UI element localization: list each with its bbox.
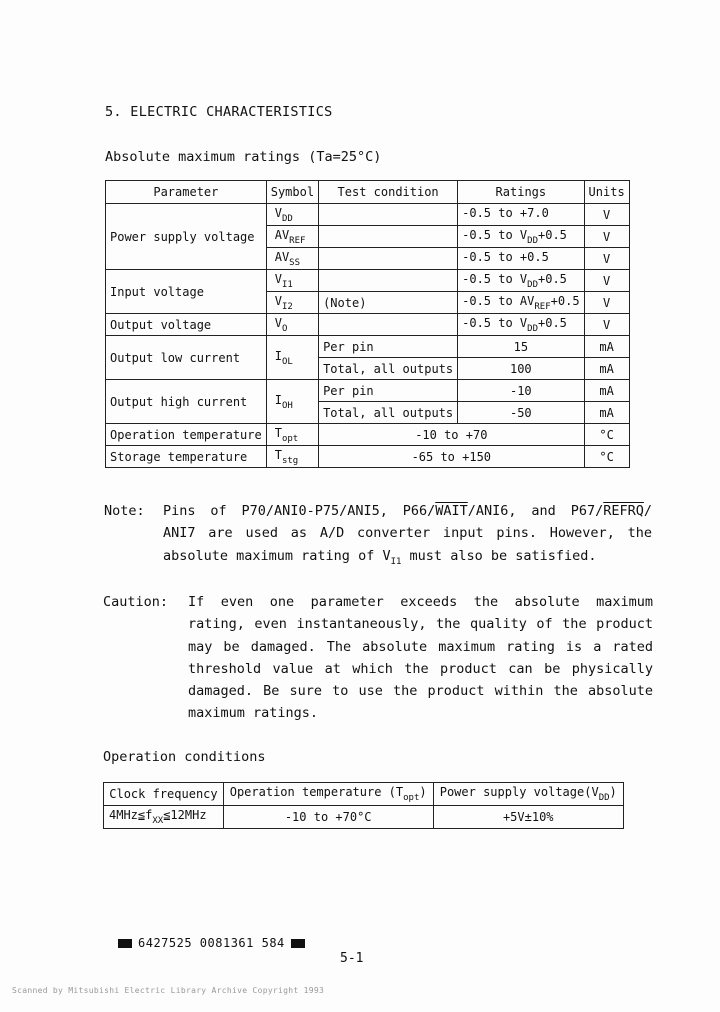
header-ratings: Ratings xyxy=(458,181,584,204)
table-row xyxy=(106,204,630,226)
unit: V xyxy=(584,204,629,226)
unit: V xyxy=(584,226,629,248)
symbol: $T_{opt}$ xyxy=(266,424,318,446)
symbol: $T_{stg}$ xyxy=(266,446,318,468)
param-output-low-current: Output low current xyxy=(106,336,267,380)
symbol: $I_{OH}$ xyxy=(266,380,318,424)
caution-text: If even one parameter exceeds the absolute maximum rating, even instantaneously, the quality of the product may be damaged. The absolute maximum rating is a rated threshold value at which the product can be physically damaged. Be sure to use the product within the absolute maximum ratings. xyxy=(188,594,653,722)
unit: mA xyxy=(584,402,629,424)
table-header-row xyxy=(104,783,624,806)
note-label: Note: xyxy=(104,503,145,519)
rating: -0.5 to $V_{DD}+0.5$ xyxy=(458,270,584,292)
rating: -0.5 to $AV_{REF}+0.5$ xyxy=(458,292,584,314)
unit: mA xyxy=(584,358,629,380)
table-row xyxy=(106,380,630,402)
rating: -65 to +150 xyxy=(319,446,584,468)
symbol: $V_{I1}$ xyxy=(266,270,318,292)
unit: °C xyxy=(584,424,629,446)
absolute-max-ratings-title: Absolute maximum ratings (Ta=25°C) xyxy=(105,149,382,165)
header-parameter: Parameter xyxy=(106,181,267,204)
header-units: Units xyxy=(584,181,629,204)
test-condition xyxy=(319,226,458,248)
symbol: $V_O$ xyxy=(266,314,318,336)
caution-label: Caution: xyxy=(103,594,169,610)
param-power-supply: Power supply voltage xyxy=(106,204,267,270)
header-clock-frequency: Clock frequency xyxy=(104,783,224,806)
rating: -0.5 to $V_{DD}+0.5$ xyxy=(458,226,584,248)
param-output-high-current: Output high current xyxy=(106,380,267,424)
unit: mA xyxy=(584,380,629,402)
table-row xyxy=(106,314,630,336)
section-title: 5. ELECTRIC CHARACTERISTICS xyxy=(105,104,333,120)
test-condition xyxy=(319,248,458,270)
rating: -0.5 to +0.5 xyxy=(458,248,584,270)
test-condition: Total, all outputs xyxy=(319,358,458,380)
rating: -10 to +70 xyxy=(319,424,584,446)
barcode-block-icon xyxy=(291,939,305,948)
param-operation-temperature: Operation temperature xyxy=(106,424,267,446)
absolute-max-ratings-table xyxy=(105,180,630,468)
table-row xyxy=(106,336,630,358)
unit: V xyxy=(584,292,629,314)
operation-conditions-title: Operation conditions xyxy=(103,749,266,765)
rating: -10 xyxy=(458,380,584,402)
rating: 100 xyxy=(458,358,584,380)
unit: V xyxy=(584,248,629,270)
barcode-block-icon xyxy=(118,939,132,948)
table-row xyxy=(106,270,630,292)
note-text: Pins of P70/ANI0-P75/ANI5, P66/WAIT/ANI6, and P67/REFRQ/ ANI7 are used as A/D converter input pins. However, the absolute maximum rating of $V_{I1}$ must also be satisfied. xyxy=(163,503,652,567)
param-output-voltage: Output voltage xyxy=(106,314,267,336)
barcode-strip xyxy=(118,936,305,950)
test-condition: Total, all outputs xyxy=(319,402,458,424)
symbol: $V_{I2}$ xyxy=(266,292,318,314)
table-row xyxy=(106,446,630,468)
test-condition xyxy=(319,270,458,292)
header-operation-temperature: Operation temperature $(T_{opt})$ xyxy=(223,783,433,806)
param-input-voltage: Input voltage xyxy=(106,270,267,314)
table-row xyxy=(104,806,624,829)
symbol: $V_{DD}$ xyxy=(266,204,318,226)
test-condition: Per pin xyxy=(319,336,458,358)
header-symbol: Symbol xyxy=(266,181,318,204)
test-condition: Per pin xyxy=(319,380,458,402)
table-header-row xyxy=(106,181,630,204)
header-test-condition: Test condition xyxy=(319,181,458,204)
page-number: 5-1 xyxy=(340,951,364,966)
unit: mA xyxy=(584,336,629,358)
operation-temperature-value: -10 to +70°C xyxy=(223,806,433,829)
rating: 15 xyxy=(458,336,584,358)
rating: -0.5 to $V_{DD}+0.5$ xyxy=(458,314,584,336)
operation-conditions-table xyxy=(103,782,624,829)
unit: V xyxy=(584,270,629,292)
unit: V xyxy=(584,314,629,336)
symbol: $AV_{SS}$ xyxy=(266,248,318,270)
header-power-supply-voltage: Power supply $voltage(V_{DD})$ xyxy=(433,783,624,806)
test-condition xyxy=(319,204,458,226)
clock-frequency-value: $4MHz≦f_{XX}≦12MHz$ xyxy=(104,806,224,829)
rating: -0.5 to +7.0 xyxy=(458,204,584,226)
barcode-text: 6427525 0081361 584 xyxy=(138,936,285,950)
test-condition: (Note) xyxy=(319,292,458,314)
param-storage-temperature: Storage temperature xyxy=(106,446,267,468)
scan-footer: Scanned by Mitsubishi Electric Library Archive Copyright 1993 xyxy=(12,986,325,995)
power-supply-voltage-value: +5V±10% xyxy=(433,806,624,829)
test-condition xyxy=(319,314,458,336)
unit: °C xyxy=(584,446,629,468)
table-row xyxy=(106,424,630,446)
symbol: $AV_{REF}$ xyxy=(266,226,318,248)
rating: -50 xyxy=(458,402,584,424)
symbol: $I_{OL}$ xyxy=(266,336,318,380)
